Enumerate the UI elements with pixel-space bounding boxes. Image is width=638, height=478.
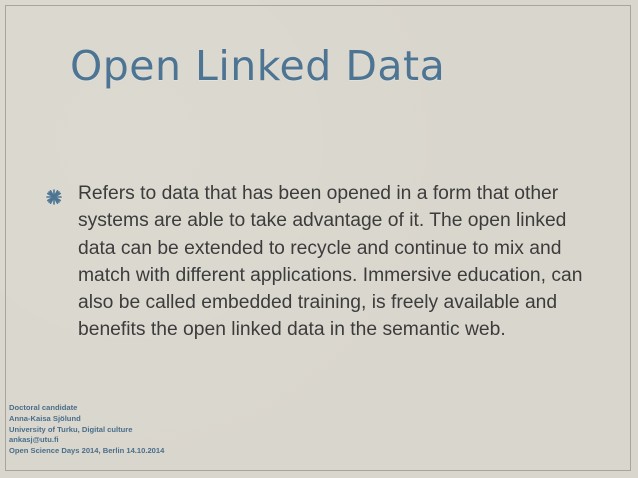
credit-line-affiliation: University of Turku, Digital culture [9, 424, 133, 434]
bullet-text: Refers to data that has been opened in a form that other systems are able to take advantage of it. The open linked data can be extended to recycle and continue to mix and match with different applications. Immersive education, can also be called embedded training, is freely available and benefits the open linked data in the semantic web. [78, 183, 583, 341]
bullet-list [44, 180, 604, 344]
bullet-item [44, 180, 604, 344]
asterisk-bullet-icon [46, 186, 62, 202]
credit-line-event: Open Science Days 2014, Berlin 14.10.2014 [9, 446, 165, 456]
credit-line-name: Anna-Kaisa Sjölund [9, 413, 81, 423]
credit-line-role: Doctoral candidate [9, 403, 78, 412]
author-credits [9, 403, 164, 457]
credit-line-email: ankasj@utu.fi [9, 435, 59, 445]
slide-title: Open Linked Data [70, 42, 446, 90]
